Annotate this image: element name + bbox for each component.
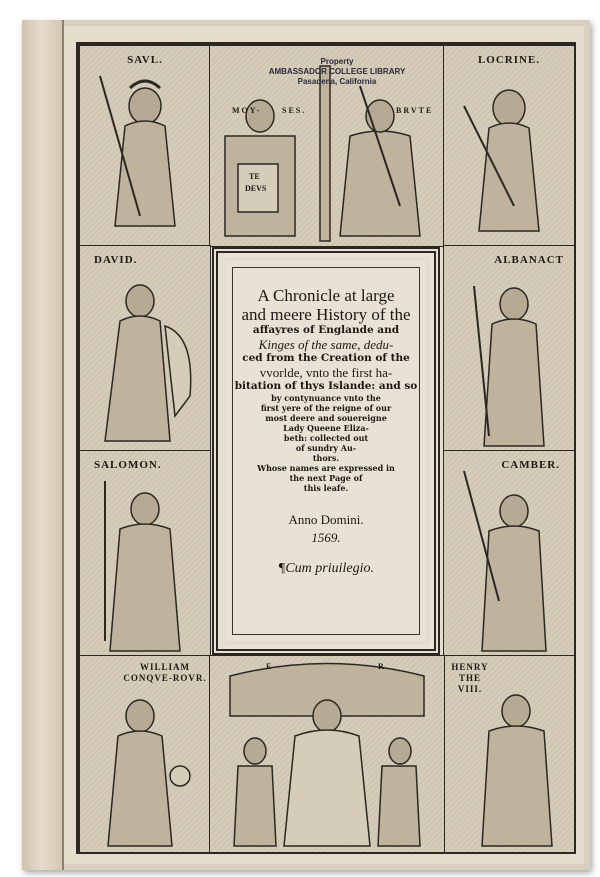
title-small-line: first yere of the reigne of our [260,403,392,413]
cum-privilegio: ¶Cum priuilegio. [278,561,374,576]
king-figure-icon [444,656,574,852]
stamp-line: Pasadena, California [297,77,377,86]
king-figure-icon [80,451,210,656]
portrait-label: HENRY THE VIII. [451,662,489,694]
enthroned-queen-scene [209,655,445,853]
title-black-letter: affayres of Englande and [252,324,400,336]
portrait-salomon [79,450,211,657]
portrait-label: SAVL. [127,54,163,66]
title-small-line: Whose names are expressed in [257,463,395,473]
anno-domini: Anno Domini. [288,512,364,527]
title-line: vvorlde, vnto the first ha- [259,365,393,380]
portrait-label: DAVID. [94,254,138,266]
book-spine [22,20,64,870]
title-panel [212,247,440,655]
stamp-line: AMBASSADOR COLLEGE LIBRARY [268,67,406,76]
title-small-line: Lady Queene Eliza- [283,423,369,433]
portrait-david [79,245,211,452]
imprint-year: 1569. [311,530,341,545]
portrait-label: CAMBER. [501,459,560,471]
title-small-line: this leafe. [303,483,349,493]
stamp-line: Property [320,57,354,66]
title-small-line: thors. [312,453,340,463]
portrait-william [79,655,211,853]
enthroned-queen-icon [210,656,444,852]
portrait-label: WILLIAM CONQVE-ROVR. [123,662,207,683]
portrait-saul [79,45,211,247]
title-line: A Chronicle at large [257,286,395,305]
title-text-block [232,267,420,635]
moses-label-2: SES. [282,106,307,115]
library-ownership-stamp [262,57,412,97]
king-figure-icon [444,46,574,246]
scene-letter-r: R [378,662,386,671]
title-page [64,26,584,864]
woodcut-frame [76,42,576,854]
title-small-line: of sundry Au- [295,443,357,453]
title-small-line: the next Page of [289,473,363,483]
portrait-locrine [443,45,575,247]
tablet-text-1: TE [249,172,260,181]
title-line: ced from the Creation of the [242,352,410,364]
portrait-label: SALOMON. [94,459,162,471]
king-harp-figure-icon [80,246,210,451]
brute-label: BRVTE [396,106,434,115]
portrait-label: ALBANACT [494,254,564,266]
king-figure-icon [444,451,574,656]
king-figure-icon [80,656,210,852]
title-small-line: beth: collected out [283,433,369,443]
title-small-line: most deere and souereigne [265,413,387,423]
title-italic-line: Kinges of the same, dedu- [258,337,394,352]
book [22,20,590,870]
portrait-camber [443,450,575,657]
title-line: bitation of thys Islande: and so [234,380,418,392]
scene-letter-e: E [266,662,274,671]
portrait-albanact [443,245,575,452]
moses-label: MOY- [232,106,262,115]
title-small-line: by contynuance vnto the [271,393,381,403]
king-figure-icon [444,246,574,451]
portrait-henry-viii [443,655,575,853]
title-line: and meere History of the [241,305,411,324]
portrait-label: LOCRINE. [477,54,541,66]
tablet-text-2: DEVS [245,184,267,193]
king-figure-icon [80,46,210,246]
